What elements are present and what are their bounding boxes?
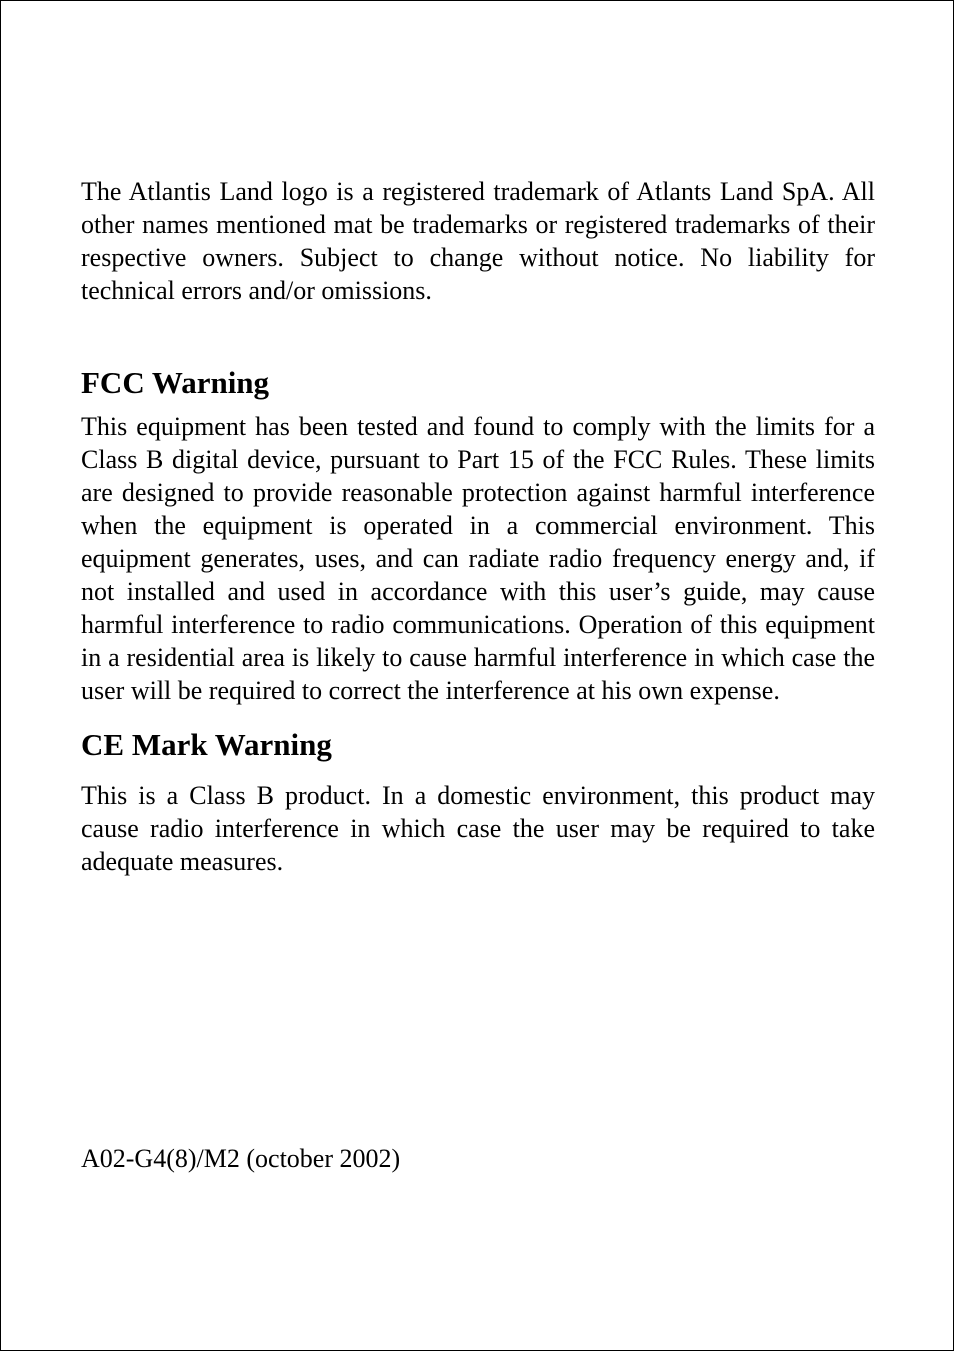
fcc-warning-heading: FCC Warning (81, 365, 270, 400)
page-content (81, 175, 875, 878)
trademark-notice: The Atlantis Land logo is a registered trademark of Atlants Land SpA. All other names mentioned mat be trademarks or registered trademarks of their respective owners. Subject to change without notice. No liability for technical errors and/or omissions. (81, 177, 875, 305)
ce-mark-warning-text: This is a Class B product. In a domestic environment, this product may cause radio interference in which case the user may be required to take adequate measures. (81, 781, 875, 876)
fcc-warning-text: This equipment has been tested and found to comply with the limits for a Class B digital device, pursuant to Part 15 of the FCC Rules. These limits are designed to provide reasonable protection against harmful interference when the equipment is operated in a commercial environment. This equipment generates, uses, and can radiate radio frequency energy and, if not installed and used in accordance with this user’s guide, may cause harmful interference to radio communications. Operation of this equipment in a residential area is likely to cause harmful interference in which case the user will be required to correct the interference at his own expense. (81, 412, 875, 705)
document-code: A02-G4(8)/M2 (october 2002) (81, 1144, 401, 1173)
ce-mark-warning-heading: CE Mark Warning (81, 727, 332, 762)
